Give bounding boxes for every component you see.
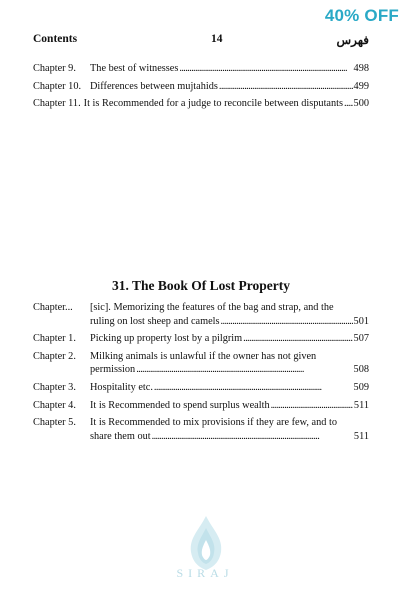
entry-title: It is Recommended for a judge to reconcile between disputants (83, 98, 344, 110)
toc-entry (90, 381, 369, 395)
entry-line: [sic]. Memorizing the features of the bag and strap, and the (90, 302, 334, 313)
toc-top (33, 62, 369, 111)
chapter-label: Chapter 1. (33, 333, 76, 345)
entry-title: Differences between mujtahids (90, 80, 218, 92)
leader-dots (344, 97, 353, 111)
entry-title: share them out (90, 430, 151, 442)
entry-title: ruling on lost sheep and camels (90, 315, 220, 327)
entry-title: Picking up property lost by a pilgrim (90, 333, 243, 345)
toc-row (33, 62, 369, 76)
leader-dots (243, 332, 352, 346)
chapter-label: Chapter... (33, 302, 73, 313)
chapter-label: Chapter 9. (33, 63, 76, 74)
entry-page: 498 (353, 63, 369, 74)
entry-line: It is Recommended to mix provisions if they are few, and to (90, 417, 337, 429)
toc-entry (90, 301, 369, 328)
entry-title: It is Recommended to spend surplus wealth (90, 399, 270, 411)
header-contents-label: Contents (33, 33, 78, 45)
siraj-watermark-text: SIRAJ (176, 566, 234, 580)
toc-entry (90, 80, 369, 94)
page-number: 14 (211, 33, 223, 45)
toc-row (33, 80, 369, 94)
entry-page: 508 (353, 364, 369, 376)
leader-dots (152, 430, 353, 444)
toc-entry (90, 399, 369, 413)
chapter-label: Chapter 2. (33, 350, 76, 362)
entry-title: The best of witnesses (90, 63, 179, 74)
entry-page: 511 (353, 399, 369, 411)
discount-badge: 40% OFF (324, 6, 399, 25)
entry-page: 501 (353, 315, 369, 327)
toc-row (33, 332, 369, 346)
entry-title: Hospitality etc. (90, 381, 153, 393)
toc-entry (90, 350, 369, 377)
leader-dots (179, 62, 352, 76)
toc-row (33, 301, 369, 328)
siraj-flame-logo-icon (161, 508, 251, 598)
toc-row (33, 399, 369, 413)
toc-bottom (33, 301, 369, 443)
page-header (33, 33, 369, 51)
entry-page: 507 (353, 333, 369, 345)
section-title: 31. The Book Of Lost Property (111, 278, 290, 293)
leader-dots (154, 381, 353, 395)
toc-row (33, 416, 369, 443)
toc-row (33, 381, 369, 395)
chapter-label: Chapter 10. (33, 80, 82, 92)
header-arabic-label: فهرس (336, 33, 369, 47)
chapter-label: Chapter 4. (33, 399, 76, 411)
toc-entry (90, 62, 369, 76)
entry-page: 499 (353, 80, 369, 92)
entry-page: 509 (353, 381, 369, 393)
leader-dots (221, 315, 353, 329)
toc-entry (90, 332, 369, 346)
leader-dots (271, 399, 353, 413)
chapter-label: Chapter 11. (33, 98, 81, 110)
toc-row (33, 350, 369, 377)
entry-page: 511 (353, 430, 369, 442)
chapter-label: Chapter 3. (33, 381, 76, 393)
chapter-label: Chapter 5. (33, 417, 76, 429)
entry-page: 500 (353, 98, 369, 110)
entry-line: Milking animals is unlawful if the owner has not given (90, 350, 317, 362)
toc-row (33, 97, 369, 111)
leader-dots (219, 80, 353, 94)
toc-entry (84, 97, 369, 111)
leader-dots (136, 363, 352, 377)
toc-entry (90, 416, 369, 443)
entry-title: permission (90, 364, 136, 376)
